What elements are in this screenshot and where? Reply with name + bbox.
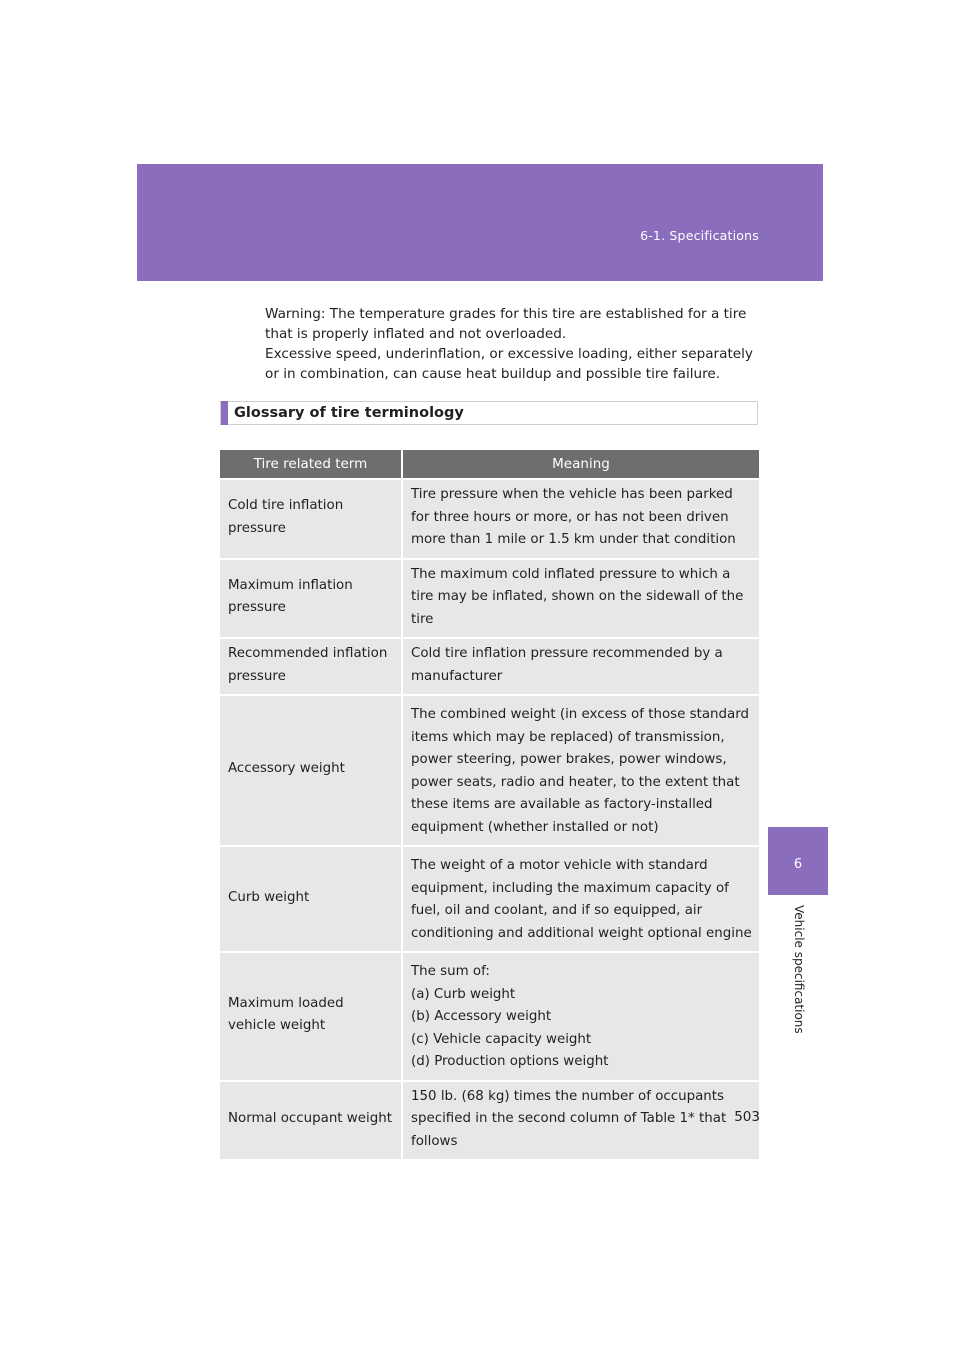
warning-text: [265, 304, 760, 384]
table-header-row: [220, 450, 759, 479]
column-header-term: Tire related term: [220, 450, 402, 479]
meaning-cell: The sum of: (a) Curb weight (b) Accessory weight (c) Vehicle capacity weight (d) Production options weight: [402, 952, 759, 1081]
term-cell: Curb weight: [220, 846, 402, 952]
term-cell: Accessory weight: [220, 695, 402, 846]
meaning-cell: The maximum cold inflated pressure to which a tire may be inflated, shown on the sidewall of the tire: [402, 559, 759, 639]
term-cell: Recommended inflation pressure: [220, 638, 402, 695]
table-row: [220, 559, 759, 639]
term-cell: Cold tire inflation pressure: [220, 479, 402, 559]
chapter-label-text: Vehicle specifications: [792, 905, 806, 1034]
table-row: [220, 479, 759, 559]
term-cell: Maximum inflation pressure: [220, 559, 402, 639]
page-number: 503: [734, 1109, 760, 1125]
table-row: [220, 952, 759, 1081]
chapter-tab: [768, 827, 828, 895]
table-body: [220, 479, 759, 1159]
term-cell: Normal occupant weight: [220, 1081, 402, 1160]
terminology-table: [220, 450, 759, 1159]
column-header-meaning: Meaning: [402, 450, 759, 479]
meaning-cell: Tire pressure when the vehicle has been parked for three hours or more, or has not been driven more than 1 mile or 1.5 km under that condition: [402, 479, 759, 559]
heading-accent-bar: [221, 401, 228, 425]
meaning-cell: Cold tire inflation pressure recommended by a manufacturer: [402, 638, 759, 695]
header-band: [137, 164, 823, 281]
meaning-cell: The combined weight (in excess of those standard items which may be replaced) of transmission, power steering, power brakes, power windows, power seats, radio and heater, to the extent that these items are available as factory-installed equipment (whether installed or not): [402, 695, 759, 846]
chapter-number: 6: [793, 857, 803, 872]
warning-line-1: Warning: The temperature grades for this tire are established for a tire that is properly inflated and not overloaded.: [265, 306, 747, 342]
warning-line-2: Excessive speed, underinflation, or excessive loading, either separately or in combination, can cause heat buildup and possible tire failure.: [265, 346, 753, 382]
glossary-heading: [220, 401, 758, 425]
table-row: [220, 695, 759, 846]
table-row: [220, 846, 759, 952]
table-row: [220, 638, 759, 695]
term-cell: Maximum loaded vehicle weight: [220, 952, 402, 1081]
table-row: [220, 1081, 759, 1160]
meaning-cell: The weight of a motor vehicle with standard equipment, including the maximum capacity of fuel, oil and coolant, and if so equipped, air conditioning and additional weight optional engine: [402, 846, 759, 952]
section-title: 6-1. Specifications: [640, 228, 759, 243]
glossary-title: Glossary of tire terminology: [234, 405, 464, 421]
meaning-cell: 150 lb. (68 kg) times the number of occupants specified in the second column of Table 1* that follows: [402, 1081, 759, 1160]
